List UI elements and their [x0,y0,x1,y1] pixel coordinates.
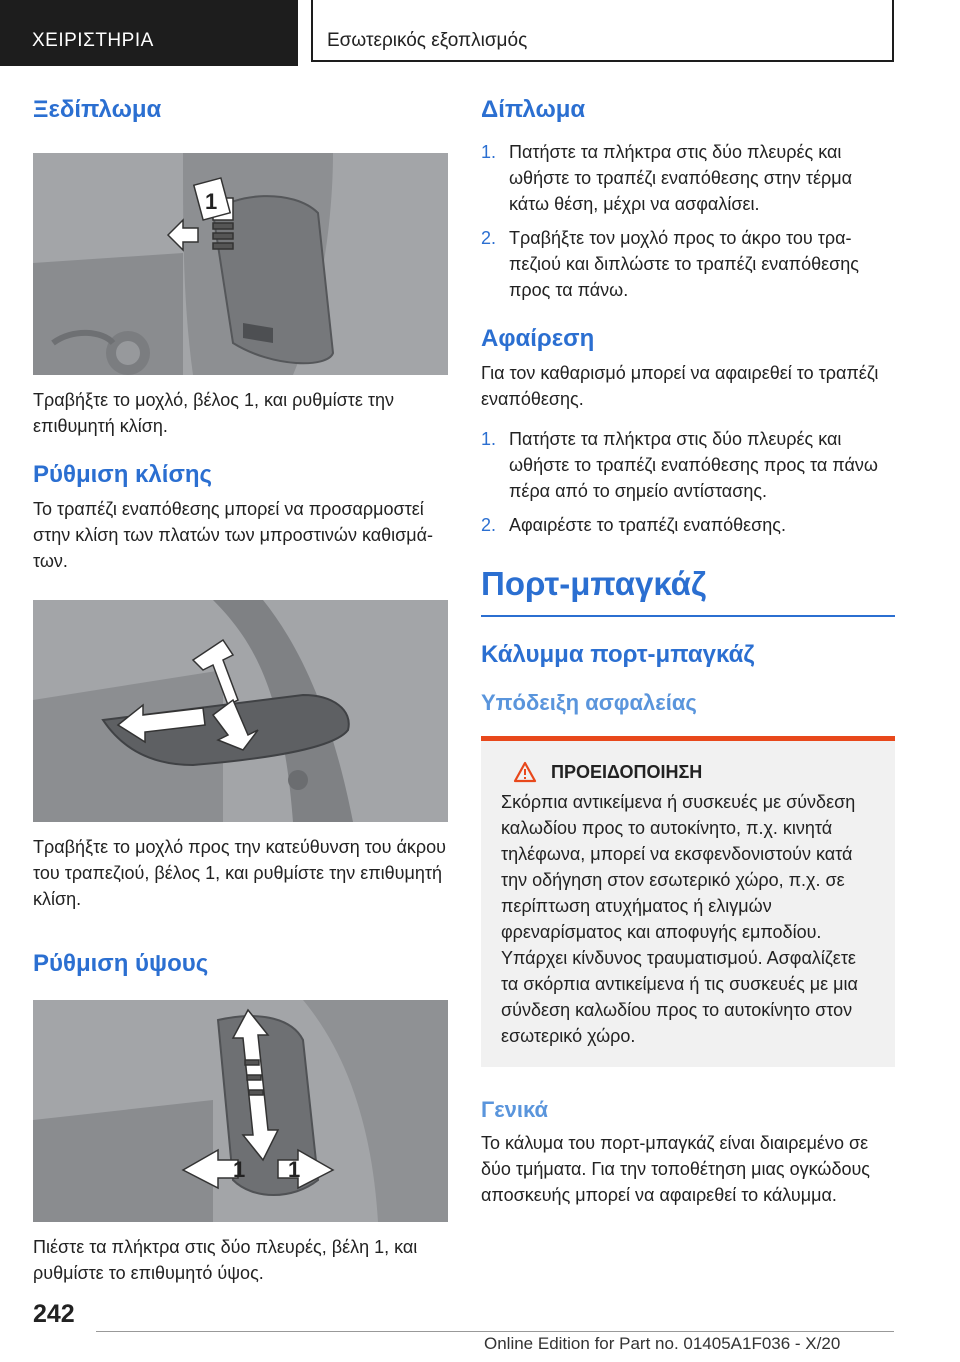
warning-text: Σκόρπια αντικείμενα ή συσκευές με σύνδεση καλωδίου προς το αυτοκίνητο, π.χ. κινητά τηλέφωνα, μπορεί να εκσφενδονιστούν κατά την οδήγηση στον εσωτερικό χώρο, π.χ. σε περίπτωση ατυχήματος ή ελιγμών φρεναρίσματος και αποφυγής εμποδίου. Υπάρχει κίνδυνος τραυματισμού. Ασφαλίζετε τα σκόρπια αντικείμενα ή τις συσκευές με μια σύνδεση καλωδίου προς το αυτοκίνητο στον εσωτερικό χώρο. [501,792,858,1047]
step-text: Πατήστε τα πλήκτρα στις δύο πλευρές και ωθήστε το τραπέζι εναπόθεσης στην τέρμα κάτω θέση, μέχρι να ασφαλίσει. [509,141,853,214]
edition-note: Online Edition for Part no. 01405A1F036 - X/20 [484,1334,841,1353]
list-item [481,139,895,217]
step-text: Αφαιρέστε το τραπέζι εναπόθεσης. [509,514,786,535]
right-column [481,96,895,1208]
caption-height: Πιέστε τα πλήκτρα στις δύο πλευρές, βέλη 1, και ρυθμίστε το επιθυμητό ύψος. [33,1237,418,1284]
caption-tilt: Τραβήξτε το μοχλό προς την κατεύθυνση του άκρου του τραπεζιού, βέλος 1, και ρυθμίστε την επιθυμητή κλίση. [33,836,446,909]
fig1-arrow-label: 1 [205,188,218,214]
section-title: ΧΕΙΡΙΣΤΗΡΙΑ [32,30,154,51]
warning-header [501,761,877,783]
step-number: 1. [481,428,497,449]
heading-safety: Υπόδειξη ασφαλείας [481,689,697,715]
warning-title: ΠΡΟΕΙΔΟΠΟΙΗΣΗ [551,761,703,782]
list-item [481,426,895,504]
heading-height: Ρύθμιση ύψους [33,949,209,977]
caption-unfold: Τραβήξτε το μοχλό, βέλος 1, και ρυθμίστε την επιθυμητή κλίση. [33,389,394,436]
chapter-title: Εσωτερικός εξοπλισμός [327,30,528,51]
remove-steps [481,426,895,538]
warning-triangle-icon [513,761,537,783]
heading-cover: Κάλυμμα πορτ-μπαγκάζ [481,641,755,669]
fig3-arrow-label-left: 1 [233,1157,246,1183]
seat-tray-illustration [33,153,448,375]
step-number: 2. [481,514,497,535]
general-text: Το κάλυμα του πορτ-μπαγκάζ είναι διαιρεμένο σε δύο τμήματα. Για την τοποθέτηση μιας ογκώδους αποσκευής μπορεί να αφαιρεθεί το κάλυμμα. [481,1132,870,1205]
step-text: Τραβήξτε τον μοχλό προς το άκρο του τραπεζιού και διπλώστε το τραπέζι εναπόθεσης προς τα πάνω. [509,227,859,300]
tray-tilt-illustration [33,600,448,822]
step-number: 1. [481,141,497,162]
heading-general: Γενικά [481,1097,549,1123]
heading-tilt: Ρύθμιση κλίσης [33,460,213,488]
heading-remove: Αφαίρεση [481,324,595,352]
heading-rule [481,615,895,617]
section-tab [0,0,298,66]
remove-intro: Για τον καθαρισμό μπορεί να αφαιρεθεί το τραπέζι εναπόθεσης. [481,362,879,409]
tilt-text: Το τραπέζι εναπόθεσης μπορεί να προσαρμοστεί στην κλίση των πλατών των μπροστινών καθισμάτων. [33,498,434,571]
tray-height-illustration [33,1000,448,1222]
heading-fold: Δίπλωμα [481,96,586,123]
figure-tilt [33,600,448,822]
chapter-tab [311,0,894,62]
footer-rule [96,1331,894,1332]
list-item [481,225,895,303]
heading-ski: Πορτ-μπαγκάζ [481,564,707,602]
figure-unfold [33,153,448,375]
page-number: 242 [33,1300,75,1328]
left-column [33,96,448,1286]
fig3-arrow-label-right: 1 [288,1157,301,1183]
heading-unfold: Ξεδίπλωμα [33,96,162,123]
step-text: Πατήστε τα πλήκτρα στις δύο πλευρές και ωθήστε το τραπέζι εναπόθεσης προς τα πάνω πέρα από το σημείο αντίστασης. [509,428,878,501]
warning-box [481,736,895,1067]
page-header [0,0,960,66]
list-item [481,512,895,538]
step-number: 2. [481,227,497,248]
figure-height [33,1000,448,1222]
fold-steps [481,139,895,303]
